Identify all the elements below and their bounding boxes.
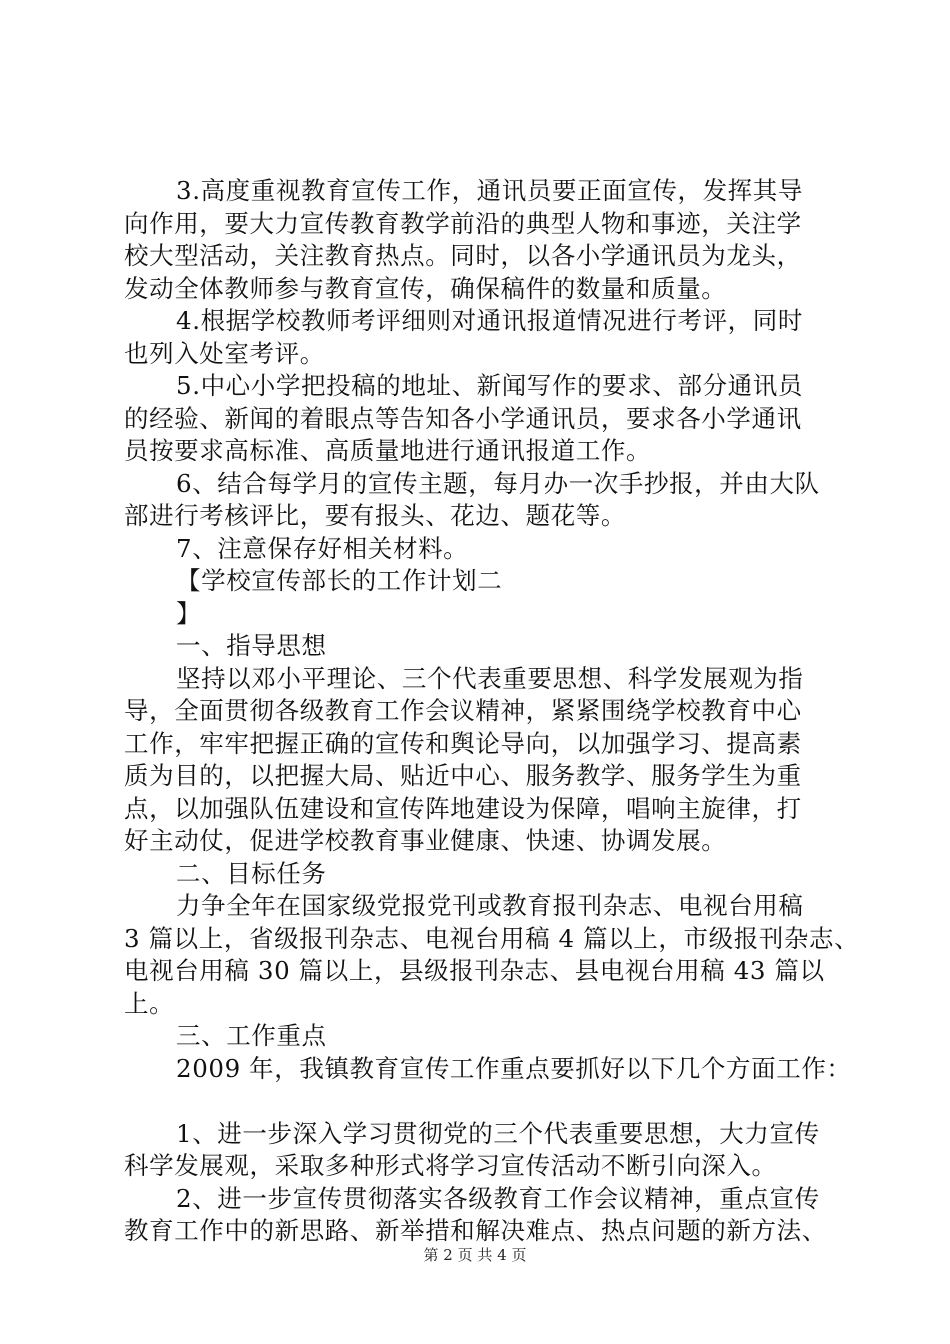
page-footer: 第 2 页 共 4 页	[423, 1246, 527, 1264]
text-line: 向作用，要大力宣传教育教学前沿的典型人物和事迹，关注学	[124, 208, 802, 238]
text-line: 质为目的，以把握大局、贴近中心、服务教学、服务学生为重	[124, 761, 802, 790]
text-line: 点，以加强队伍建设和宣传阵地建设为保障，唱响主旋律，打	[124, 793, 802, 823]
text-line: 7、注意保存好相关材料。	[176, 533, 469, 563]
text-line: 也列入处室考评。	[124, 338, 325, 368]
text-line: 好主动仗，促进学校教育事业健康、快速、协调发展。	[124, 826, 727, 855]
text-line: 一、指导思想	[176, 631, 327, 660]
text-line: 校大型活动，关注教育热点。同时，以各小学通讯员为龙头，	[124, 241, 802, 270]
text-line: 二、目标任务	[176, 858, 327, 888]
text-line: 坚持以邓小平理论、三个代表重要思想、科学发展观为指	[176, 663, 804, 693]
text-line: 6、结合每学月的宣传主题，每月办一次手抄报，并由大队	[176, 468, 820, 498]
text-line: 发动全体教师参与教育宣传，确保稿件的数量和质量。	[124, 273, 727, 303]
text-line: 3.高度重视教育宣传工作，通讯员要正面宣传，发挥其导	[176, 176, 803, 205]
text-line: 4.根据学校教师考评细则对通讯报道情况进行考评，同时	[176, 306, 803, 335]
text-line: 力争全年在国家级党报党刊或教育报刊杂志、电视台用稿	[176, 891, 804, 920]
text-line: 1、进一步深入学习贯彻党的三个代表重要思想，大力宣传	[176, 1118, 820, 1148]
text-line: 部进行考核评比，要有报头、花边、题花等。	[124, 501, 626, 530]
text-line: 员按要求高标准、高质量地进行通讯报道工作。	[124, 436, 652, 465]
text-line: 】	[176, 598, 202, 628]
text-line: 三、工作重点	[176, 1021, 327, 1050]
text-line: 2009 年，我镇教育宣传工作重点要抓好以下几个方面工作：	[176, 1053, 852, 1083]
text-line: 导，全面贯彻各级教育工作会议精神，紧紧围绕学校教育中心	[124, 696, 802, 725]
document-body	[124, 175, 860, 1248]
text-line: 科学发展观，采取多种形式将学习宣传活动不断引向深入。	[124, 1151, 777, 1180]
text-line: 教育工作中的新思路、新举措和解决难点、热点问题的新方法、	[124, 1216, 827, 1245]
text-line: 电视台用稿 30 篇以上，县级报刊杂志、县电视台用稿 43 篇以	[124, 956, 825, 985]
text-line: 工作，牢牢把握正确的宣传和舆论导向，以加强学习、提高素	[124, 728, 802, 758]
blank-line	[124, 1085, 836, 1118]
text-line: 5.中心小学把投稿的地址、新闻写作的要求、部分通讯员	[176, 371, 803, 400]
text-line: 上。	[124, 988, 175, 1018]
text-line: 【学校宣传部长的工作计划二	[176, 566, 503, 595]
text-line: 3 篇以上，省级报刊杂志、电视台用稿 4 篇以上，市级报刊杂志、	[124, 923, 860, 953]
text-line: 的经验、新闻的着眼点等告知各小学通讯员，要求各小学通讯	[124, 403, 802, 433]
text-line: 2、进一步宣传贯彻落实各级教育工作会议精神，重点宣传	[176, 1183, 820, 1213]
